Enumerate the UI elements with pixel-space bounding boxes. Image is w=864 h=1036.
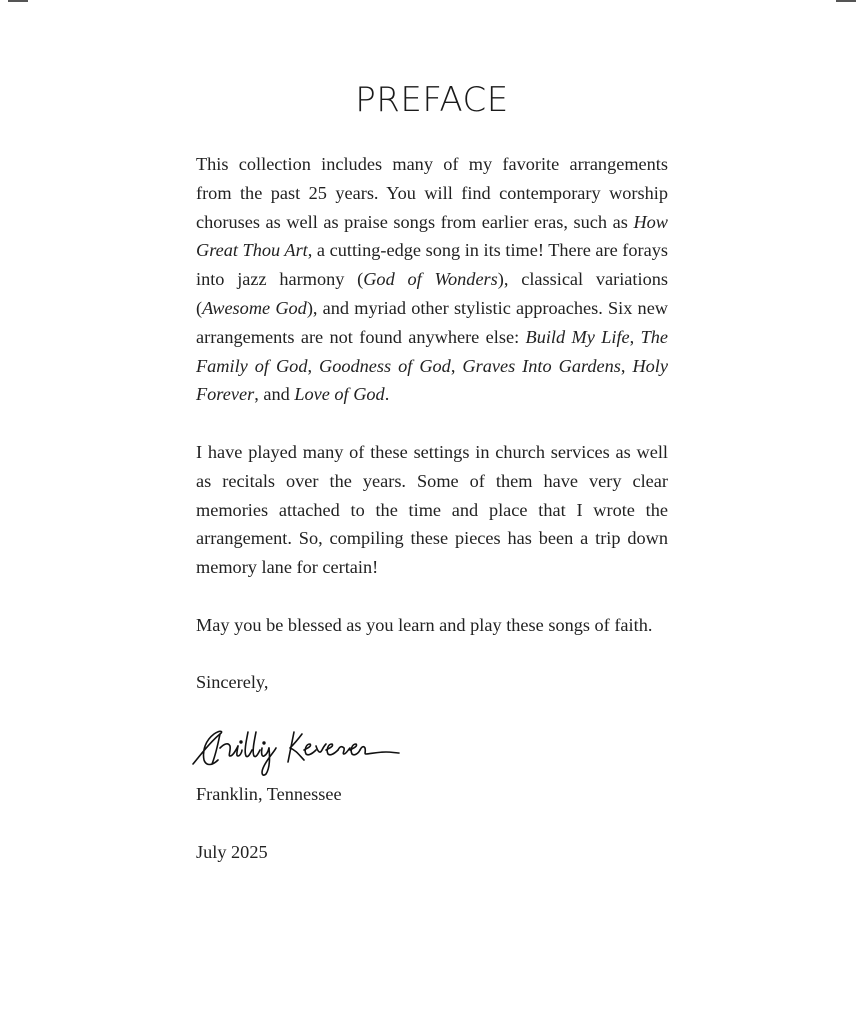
song-title: Graves Into Gardens <box>462 355 621 376</box>
signature-image <box>190 726 402 778</box>
text-run: ), classical variations ( <box>196 269 668 318</box>
text-run: , <box>307 355 320 376</box>
text-run: , a cutting-edge song in its time! There are forays into jazz harmony ( <box>196 240 668 290</box>
song-title: Awesome God <box>202 297 307 318</box>
song-title: How Great Thou Art <box>196 211 668 261</box>
preface-body <box>196 150 668 895</box>
song-title: Goodness of God <box>319 355 451 376</box>
text-run: , and <box>254 384 295 405</box>
signature-date: July 2025 <box>196 841 268 862</box>
crop-mark-right <box>836 0 856 2</box>
paragraph-blessing: May you be blessed as you learn and play these songs of faith. <box>196 614 653 635</box>
text-run: . <box>384 384 390 405</box>
page-title: PREFACE <box>355 80 509 120</box>
song-title: Holy Forever <box>196 355 669 405</box>
song-title: God of Wonders <box>363 269 498 290</box>
signature-location: Franklin, Tennessee <box>196 783 342 804</box>
text-run: , <box>450 355 463 376</box>
text-run: This collection includes many of my favorite arrangements from the past 25 years. You will find contemporary worship choruses as well as praise songs from earlier eras, such as <box>196 154 668 232</box>
text-run: ), and myriad other stylistic approaches. Six new arrangements are not found anywhere else: <box>196 297 669 347</box>
text-run: , <box>620 355 633 376</box>
text-run: , <box>629 326 641 347</box>
song-title: Love of God <box>294 384 385 405</box>
closing-salutation: Sincerely, <box>196 672 269 693</box>
paragraph-memories: I have played many of these settings in church services as well as recitals over the years. Some of them have very clear memories attached to the time and place that I wrote the arrangement. So, compiling these pieces has been a trip down memory lane for certain! <box>196 441 668 578</box>
crop-mark-left <box>8 0 28 2</box>
song-title: Build My Life <box>525 326 630 347</box>
paragraph-intro <box>196 150 668 409</box>
song-title: The Family of God <box>196 326 669 376</box>
